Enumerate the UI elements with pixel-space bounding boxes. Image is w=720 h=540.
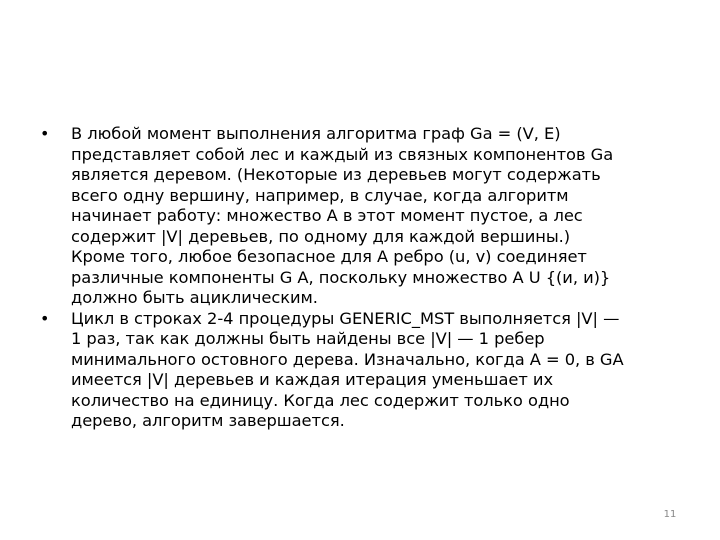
page-number: 11 <box>663 509 677 520</box>
bullet-marker: • <box>40 124 50 143</box>
text-line: минимального остовного дерева. Изначально, когда A = 0, в GA <box>71 349 624 369</box>
text-line: представляет собой лес и каждый из связных компонентов Ga <box>71 144 614 164</box>
bullet-item-1 <box>40 124 688 309</box>
text-line: должно быть ациклическим. <box>71 288 318 307</box>
text-line: имеется |V| деревьев и каждая итерация уменьшает их <box>71 370 554 389</box>
text-line: количество на единицу. Когда лес содержит только одно <box>71 390 570 410</box>
text-line: дерево, алгоритм завершается. <box>71 411 345 430</box>
text-line: всего одну вершину, например, в случае, когда алгоритм <box>71 185 569 205</box>
bullet-marker: • <box>40 308 50 328</box>
text-line: является деревом. (Некоторые из деревьев могут содержать <box>71 165 601 184</box>
text-line: Кроме того, любое безопасное для A ребро (u, v) соединяет <box>71 247 587 266</box>
text-line: В любой момент выполнения алгоритма граф Ga = (V, E) <box>71 124 561 143</box>
text-line: 1 раз, так как должны быть найдены все |V| — 1 ребер <box>71 329 545 348</box>
text-line: различные компоненты G A, поскольку множество A U {(и, и)} <box>71 267 611 287</box>
bullet-item-2 <box>40 309 688 432</box>
text-line: содержит |V| деревьев, по одному для каждой вершины.) <box>71 226 571 246</box>
bullet-list <box>40 124 688 432</box>
text-line: начинает работу: множество A в этот момент пустое, а лес <box>71 206 583 225</box>
text-line: Цикл в строках 2-4 процедуры GENERIC_MST выполняется |V| — <box>71 308 620 328</box>
